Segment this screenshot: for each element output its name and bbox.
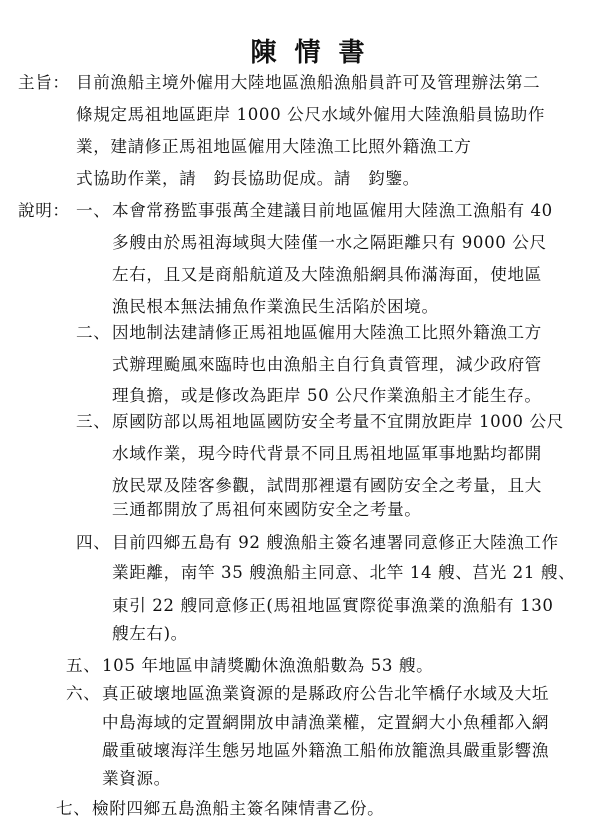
item-line: 漁民根本無法捕魚作業漁民生活陷於困境。 (112, 297, 439, 316)
subject-label: 主旨： (18, 73, 70, 92)
item-line: 業距離，南竿 35 艘漁船主同意、北竿 14 艘、莒光 21 艘、 (112, 563, 576, 582)
item-line: 原國防部以馬祖地區國防安全考量不宜開放距岸 1000 公尺 (112, 412, 564, 431)
item-marker: 六、 (66, 684, 101, 703)
item-line: 左右，且又是商船航道及大陸漁船網具佈滿海面，使地區 (112, 265, 542, 284)
item-line: 業資源。 (102, 769, 171, 788)
item-marker: 四、 (76, 533, 111, 552)
item-marker: 二、 (76, 323, 111, 342)
item-line: 真正破壞地區漁業資源的是縣政府公告北竿橋仔水域及大坵 (102, 684, 550, 703)
subject-line: 目前漁船主境外僱用大陸地區漁船漁船員許可及管理辦法第二 (76, 73, 541, 92)
item-line: 三通都開放了馬祖何來國防安全之考量。 (112, 500, 422, 519)
item-line: 多艘由於馬祖海域與大陸僅一水之隔距離只有 9000 公尺 (112, 233, 547, 252)
item-line: 放民眾及陸客參觀，試問那裡還有國防安全之考量，且大 (112, 476, 542, 495)
item-marker: 五、 (66, 656, 101, 675)
item-line: 東引 22 艘同意修正(馬祖地區實際從事漁業的漁船有 130 (112, 596, 554, 615)
item-line: 本會常務監事張萬全建議目前地區僱用大陸漁工漁船有 40 (112, 201, 553, 220)
item-line: 嚴重破壞海洋生態另地區外籍漁工船佈放籠漁具嚴重影響漁 (102, 741, 550, 760)
item-line: 中島海域的定置網開放申請漁業權，定置網大小魚種都入網 (102, 713, 550, 732)
explanation-label: 說明： (18, 201, 70, 220)
item-line: 105 年地區申請獎勵休漁漁船數為 53 艘。 (102, 656, 434, 675)
item-line: 目前四鄉五島有 92 艘漁船主簽名連署同意修正大陸漁工作 (112, 533, 559, 552)
document-title: 陳情書 (250, 38, 383, 68)
item-line: 檢附四鄉五島漁船主簽名陳情書乙份。 (92, 799, 385, 818)
item-line: 艘左右)。 (112, 624, 188, 643)
subject-line: 條規定馬祖地區距岸 1000 公尺水域外僱用大陸漁船員協助作 (76, 105, 546, 124)
item-line: 理負擔，或是修改為距岸 50 公尺作業漁船主才能生存。 (112, 386, 542, 405)
subject-line: 業，建請修正馬祖地區僱用大陸漁工比照外籍漁工方 (76, 137, 472, 156)
subject-line: 式協助作業，請 鈞長協助促成。請 鈞鑒。 (76, 169, 420, 188)
item-marker: 七、 (56, 799, 91, 818)
item-marker: 一、 (76, 201, 111, 220)
item-marker: 三、 (76, 412, 111, 431)
item-line: 水域作業，現今時代背景不同且馬祖地區軍事地點均都開 (112, 444, 542, 463)
item-line: 因地制法建請修正馬祖地區僱用大陸漁工比照外籍漁工方 (112, 323, 542, 342)
item-line: 式辦理颱風來臨時也由漁船主自行負責管理，減少政府管 (112, 355, 542, 374)
